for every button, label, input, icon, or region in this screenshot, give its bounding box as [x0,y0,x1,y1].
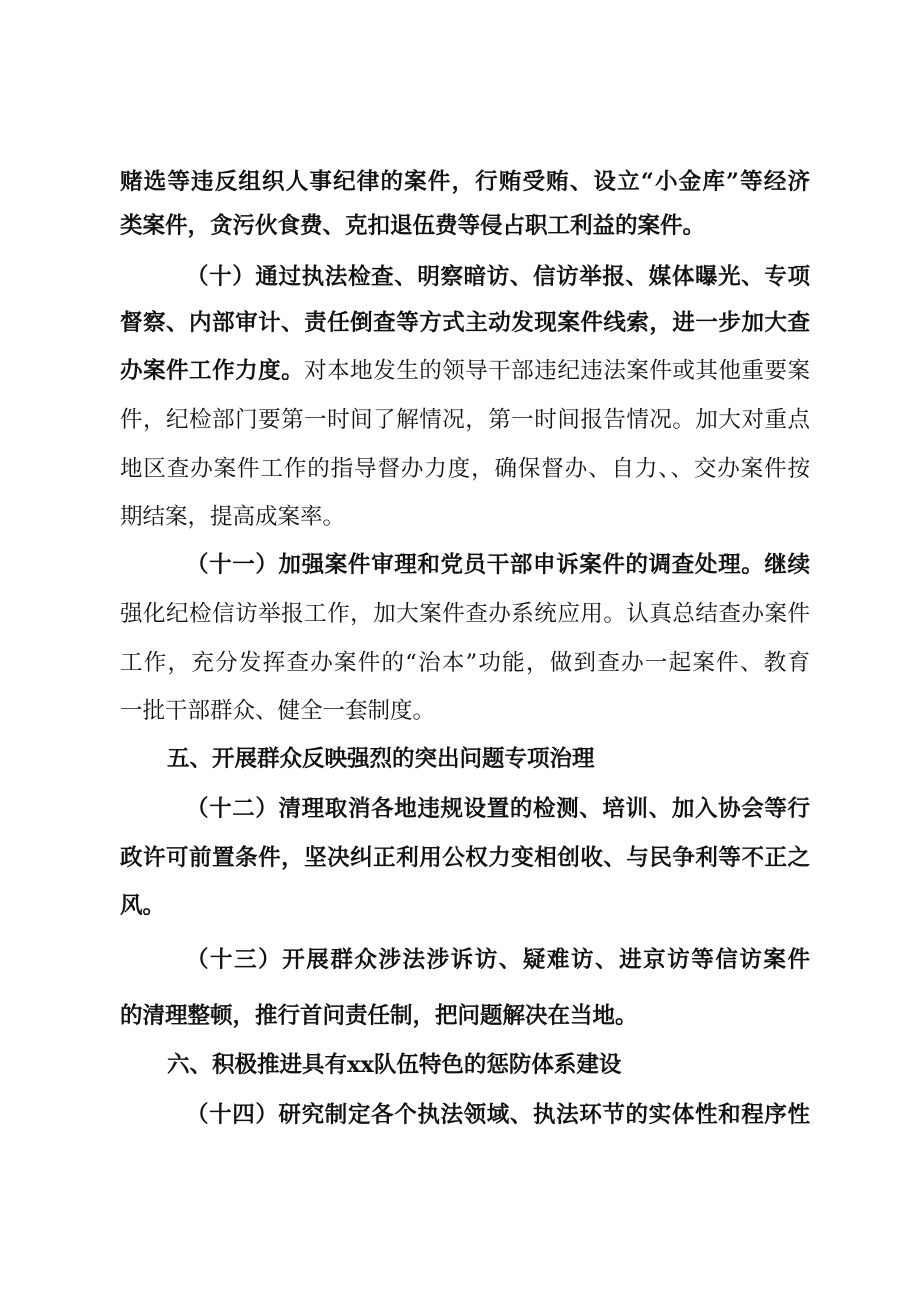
paragraph-line: 强化纪检信访举报工作，加大案件查办系统应用。认真总结查办案件 [120,601,810,627]
paragraph-heading-line: （十）通过执法检查、明察暗访、信访举报、媒体曝光、专项 [186,264,810,290]
bold-tail: 继续 [764,552,810,578]
paragraph-line: 赌选等违反组织人事纪律的案件，行贿受贿、设立“小金库”等经济 [120,169,810,195]
paragraph-heading-line [186,545,810,585]
bold-lead: （十一）加强案件审理和党员干部申诉案件的调查处理。 [186,552,765,578]
paragraph-line: 的清理整顿，推行首问责任制，把问题解决在当地。 [120,1003,638,1029]
paragraph-heading-line: （十三）开展群众涉法涉诉访、疑难访、进京访等信访案件 [186,947,810,973]
paragraph-line: 期结案，提高成案率。 [120,504,346,530]
paragraph-line: 件，纪检部门要第一时间了解情况，第一时间报告情况。加大对重点 [120,407,810,433]
section-heading: 五、开展群众反映强烈的突出问题专项治理 [167,746,595,772]
paragraph-line [120,351,810,391]
section-heading: 六、积极推进具有xx队伍特色的惩防体系建设 [167,1052,622,1078]
paragraph-line: 工作，充分发挥查办案件的“治本”功能，做到查办一起案件、教育 [120,650,810,676]
paragraph-line: 政许可前置条件，坚决纠正利用公权力变相创收、与民争利等不正之 [120,845,810,871]
normal-text: 对本地发生的领导干部违纪违法案件或其他重要案 [304,358,810,384]
paragraph-line: 风。 [120,893,166,919]
bold-lead: 办案件工作力度。 [120,358,305,384]
paragraph-line: 类案件，贪污伙食费、克扣退伍费等侵占职工利益的案件。 [120,213,706,239]
paragraph-line: 一批干部群众、健全一套制度。 [120,698,436,724]
paragraph-line: 督察、内部审计、责任倒查等方式主动发现案件线索，进一步加大查 [120,310,810,336]
paragraph-heading-line: （十四）研究制定各个执法领域、执法环节的实体性和程序性 [186,1102,810,1128]
paragraph-line: 地区查办案件工作的指导督办力度，确保督办、自力、、交办案件按 [120,456,810,482]
paragraph-heading-line: （十二）清理取消各地违规设置的检测、培训、加入协会等行 [186,796,810,822]
